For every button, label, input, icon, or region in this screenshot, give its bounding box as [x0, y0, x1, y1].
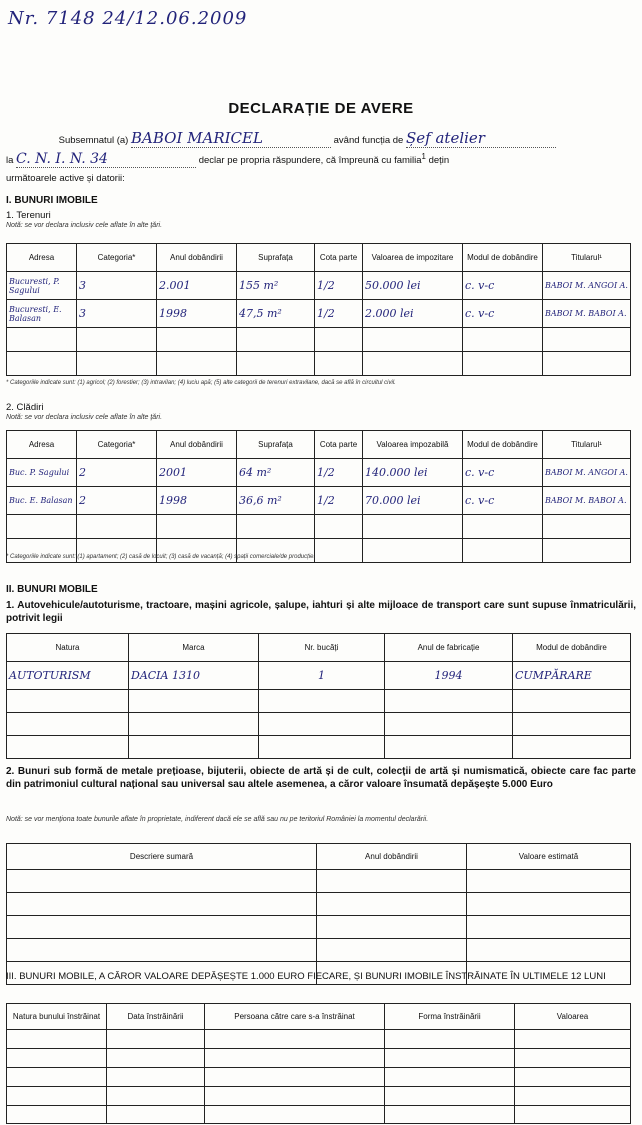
buildings-table [6, 430, 631, 563]
vehicles-col-mode: Modul de dobândire [513, 634, 631, 662]
land-cell: BABOI M. BABOI A. [543, 300, 631, 328]
valuables-row [7, 939, 631, 962]
vehicles-col-count: Nr. bucăți [259, 634, 385, 662]
alienated-cell [385, 1106, 515, 1124]
land-col-mode: Modul de dobândire [463, 244, 543, 272]
vehicles-cell [7, 690, 129, 713]
alienated-cell [385, 1087, 515, 1106]
buildings-cell [157, 515, 237, 539]
valuables-col-year: Anul dobândirii [317, 844, 467, 870]
buildings-cell [315, 515, 363, 539]
alienated-cell [7, 1087, 107, 1106]
alienated-table-header [7, 1004, 631, 1030]
land-note: Notă: se vor declara inclusiv cele aflate în alte țări. [6, 222, 163, 229]
buildings-row [7, 487, 631, 515]
land-cell: 1/2 [315, 272, 363, 300]
vehicles-cell [513, 690, 631, 713]
land-cell [363, 328, 463, 352]
declarant-name: BABOI MARICEL [131, 129, 331, 148]
buildings-footnote: * Categoriile indicate sunt: (1) apartament; (2) casă de locuit; (3) casă de vacanță; (4) spații comerciale/de producție. [6, 554, 316, 560]
buildings-cell: 140.000 lei [363, 459, 463, 487]
buildings-cell [77, 515, 157, 539]
declarant-institution: C. N. I. N. 34 [16, 151, 196, 168]
land-heading: 1. Terenuri [6, 210, 51, 221]
alienated-row [7, 1030, 631, 1049]
vehicles-cell: DACIA 1310 [129, 662, 259, 690]
buildings-row [7, 459, 631, 487]
alienated-cell [515, 1049, 631, 1068]
vehicles-cell [7, 736, 129, 759]
land-cell: 2.000 lei [363, 300, 463, 328]
alienated-cell [205, 1049, 385, 1068]
valuables-cell [7, 939, 317, 962]
vehicles-cell [259, 713, 385, 736]
intro-text-1: Subsemnatul (a) [58, 135, 129, 146]
vehicles-cell [129, 736, 259, 759]
land-col-holder: Titularul¹ [543, 244, 631, 272]
vehicles-cell [129, 713, 259, 736]
alienated-table [6, 1003, 631, 1124]
land-col-year: Anul dobândirii [157, 244, 237, 272]
alienated-cell [385, 1049, 515, 1068]
valuables-cell [317, 916, 467, 939]
alienated-cell [385, 1068, 515, 1087]
vehicles-row [7, 736, 631, 759]
alienated-cell [7, 1049, 107, 1068]
alienated-col-date: Data înstrăinării [107, 1004, 205, 1030]
vehicles-cell [385, 736, 513, 759]
valuables-note: Notă: se vor menționa toate bunurile aflate în proprietate, indiferent dacă ele se află sau nu pe teritoriul României la momentul declarării. [6, 816, 429, 823]
buildings-cell: 2 [77, 487, 157, 515]
alienated-cell [107, 1106, 205, 1124]
alienated-cell [107, 1068, 205, 1087]
valuables-heading: 2. Bunuri sub formă de metale prețioase, bijuterii, obiecte de artă și de cult, colecții de artă și numismatică, obiecte care fac parte din patrimoniul cultural național sau universal sau altele asemenea, a căror valoare însumată depășește 5.000 Euro [6, 766, 636, 790]
intro-line-2 [6, 151, 636, 168]
buildings-cell: 70.000 lei [363, 487, 463, 515]
valuables-table [6, 843, 631, 985]
buildings-col-value: Valoarea impozabilă [363, 431, 463, 459]
buildings-cell [7, 515, 77, 539]
land-cell [237, 328, 315, 352]
alienated-row [7, 1106, 631, 1124]
land-cell: BABOI M. ANGOI A. [543, 272, 631, 300]
land-row [7, 272, 631, 300]
buildings-cell: 2 [77, 459, 157, 487]
buildings-col-share: Cota parte [315, 431, 363, 459]
vehicles-cell [259, 736, 385, 759]
alienated-col-value: Valoarea [515, 1004, 631, 1030]
land-footnote: * Categoriile indicate sunt: (1) agricol; (2) forestier; (3) intravilan; (4) luciu apă; (5) alte categorii de terenuri extravilane, dacă se află în circuitul civil. [6, 380, 396, 386]
land-cell [77, 328, 157, 352]
vehicles-row [7, 713, 631, 736]
vehicles-cell: CUMPĂRARE [513, 662, 631, 690]
vehicles-col-nature: Natura [7, 634, 129, 662]
land-table-header [7, 244, 631, 272]
land-row [7, 300, 631, 328]
buildings-cell: BABOI M. BABOI A. [543, 487, 631, 515]
alienated-cell [107, 1030, 205, 1049]
land-cell: c. v-c [463, 272, 543, 300]
vehicles-table [6, 633, 631, 759]
alienated-cell [385, 1030, 515, 1049]
vehicles-col-year: Anul de fabricație [385, 634, 513, 662]
alienated-cell [515, 1068, 631, 1087]
valuables-cell [467, 893, 631, 916]
vehicles-col-brand: Marca [129, 634, 259, 662]
alienated-cell [7, 1030, 107, 1049]
alienated-row [7, 1049, 631, 1068]
vehicles-cell [7, 713, 129, 736]
vehicles-row [7, 662, 631, 690]
intro-text-2: având funcția de [333, 135, 404, 146]
land-cell: 3 [77, 272, 157, 300]
vehicles-cell: 1994 [385, 662, 513, 690]
buildings-col-mode: Modul de dobândire [463, 431, 543, 459]
intro-text-3: la [6, 155, 14, 166]
land-cell: 47,5 m² [237, 300, 315, 328]
buildings-row [7, 515, 631, 539]
alienated-cell [205, 1030, 385, 1049]
land-cell: 2.001 [157, 272, 237, 300]
intro-text-4: declar pe propria răspundere, că împreună cu familia [198, 155, 422, 166]
vehicles-cell: AUTOTURISM [7, 662, 129, 690]
alienated-cell [515, 1087, 631, 1106]
land-col-category: Categoria* [77, 244, 157, 272]
valuables-cell [467, 870, 631, 893]
buildings-table-header [7, 431, 631, 459]
land-cell: 1/2 [315, 300, 363, 328]
valuables-cell [317, 939, 467, 962]
intro-line-1 [6, 129, 636, 148]
registration-number: Nr. 7148 24/12.06.2009 [8, 8, 248, 29]
intro-footnote-mark: 1 [421, 151, 426, 161]
alienated-col-person: Persoana către care s-a înstrăinat [205, 1004, 385, 1030]
land-cell: 1998 [157, 300, 237, 328]
declarant-function: Șef atelier [406, 129, 556, 148]
buildings-cell: Buc. P. Sagului [7, 459, 77, 487]
land-cell [157, 328, 237, 352]
vehicles-cell [513, 713, 631, 736]
buildings-col-area: Suprafața [237, 431, 315, 459]
valuables-cell [467, 916, 631, 939]
section1-heading: I. BUNURI IMOBILE [6, 195, 98, 206]
land-cell [315, 328, 363, 352]
alienated-cell [205, 1068, 385, 1087]
buildings-cell: 1/2 [315, 459, 363, 487]
land-cell [7, 328, 77, 352]
buildings-cell: 64 m² [237, 459, 315, 487]
buildings-cell: 36,6 m² [237, 487, 315, 515]
valuables-cell [7, 916, 317, 939]
alienated-cell [107, 1087, 205, 1106]
land-row [7, 328, 631, 352]
document-title: DECLARAȚIE DE AVERE [228, 100, 414, 117]
valuables-row [7, 916, 631, 939]
valuables-col-description: Descriere sumară [7, 844, 317, 870]
land-cell: 50.000 lei [363, 272, 463, 300]
valuables-cell [317, 893, 467, 916]
buildings-note: Notă: se vor declara inclusiv cele aflate în alte țări. [6, 414, 163, 421]
vehicles-cell [259, 690, 385, 713]
buildings-cell: 2001 [157, 459, 237, 487]
valuables-row [7, 870, 631, 893]
buildings-cell: BABOI M. ANGOI A. [543, 459, 631, 487]
vehicles-table-header [7, 634, 631, 662]
section2-heading: II. BUNURI MOBILE [6, 584, 98, 595]
buildings-cell: c. v-c [463, 487, 543, 515]
buildings-cell: c. v-c [463, 459, 543, 487]
alienated-col-form: Forma înstrăinării [385, 1004, 515, 1030]
alienated-row [7, 1068, 631, 1087]
land-cell: 3 [77, 300, 157, 328]
alienated-cell [205, 1087, 385, 1106]
intro-text-6: următoarele active și datorii: [6, 173, 125, 184]
land-col-share: Cota parte [315, 244, 363, 272]
land-cell: 155 m² [237, 272, 315, 300]
valuables-row [7, 893, 631, 916]
buildings-cell [463, 515, 543, 539]
alienated-cell [205, 1106, 385, 1124]
vehicles-cell [385, 690, 513, 713]
buildings-heading: 2. Clădiri [6, 402, 44, 413]
land-col-value: Valoarea de impozitare [363, 244, 463, 272]
valuables-table-header [7, 844, 631, 870]
land-cell [543, 328, 631, 352]
buildings-cell [237, 515, 315, 539]
intro-text-5: dețin [428, 155, 450, 166]
buildings-col-holder: Titularul¹ [543, 431, 631, 459]
buildings-col-address: Adresa [7, 431, 77, 459]
buildings-cell [543, 515, 631, 539]
land-cell: Bucuresti, P. Sagului [7, 272, 77, 300]
buildings-cell: 1/2 [315, 487, 363, 515]
valuables-col-value: Valoare estimată [467, 844, 631, 870]
alienated-cell [515, 1106, 631, 1124]
buildings-col-category: Categoria* [77, 431, 157, 459]
alienated-row [7, 1087, 631, 1106]
alienated-cell [515, 1030, 631, 1049]
buildings-cell [363, 515, 463, 539]
land-table [6, 243, 631, 376]
vehicles-cell [129, 690, 259, 713]
vehicles-cell [513, 736, 631, 759]
buildings-col-year: Anul dobândirii [157, 431, 237, 459]
land-cell: c. v-c [463, 300, 543, 328]
vehicles-cell [385, 713, 513, 736]
alienated-cell [7, 1106, 107, 1124]
land-cell: Bucuresti, E. Balasan [7, 300, 77, 328]
valuables-cell [7, 870, 317, 893]
buildings-cell: Buc. E. Balasan [7, 487, 77, 515]
section3-heading: III. BUNURI MOBILE, A CĂROR VALOARE DEPĂȘEȘTE 1.000 EURO FIECARE, ȘI BUNURI IMOBILE ÎNSTRĂINATE ÎN ULTIMELE 12 LUNI [6, 971, 606, 982]
alienated-cell [107, 1049, 205, 1068]
land-col-address: Adresa [7, 244, 77, 272]
vehicles-cell: 1 [259, 662, 385, 690]
alienated-col-nature: Natura bunului înstrăinat [7, 1004, 107, 1030]
vehicles-row [7, 690, 631, 713]
buildings-cell: 1998 [157, 487, 237, 515]
valuables-cell [317, 870, 467, 893]
vehicles-heading: 1. Autovehicule/autoturisme, tractoare, mașini agricole, șalupe, iahturi și alte mijloace de transport care sunt supuse înmatriculării, potrivit legii [6, 600, 636, 624]
land-col-area: Suprafața [237, 244, 315, 272]
alienated-cell [7, 1068, 107, 1087]
valuables-cell [467, 939, 631, 962]
land-cell [463, 328, 543, 352]
valuables-cell [7, 893, 317, 916]
